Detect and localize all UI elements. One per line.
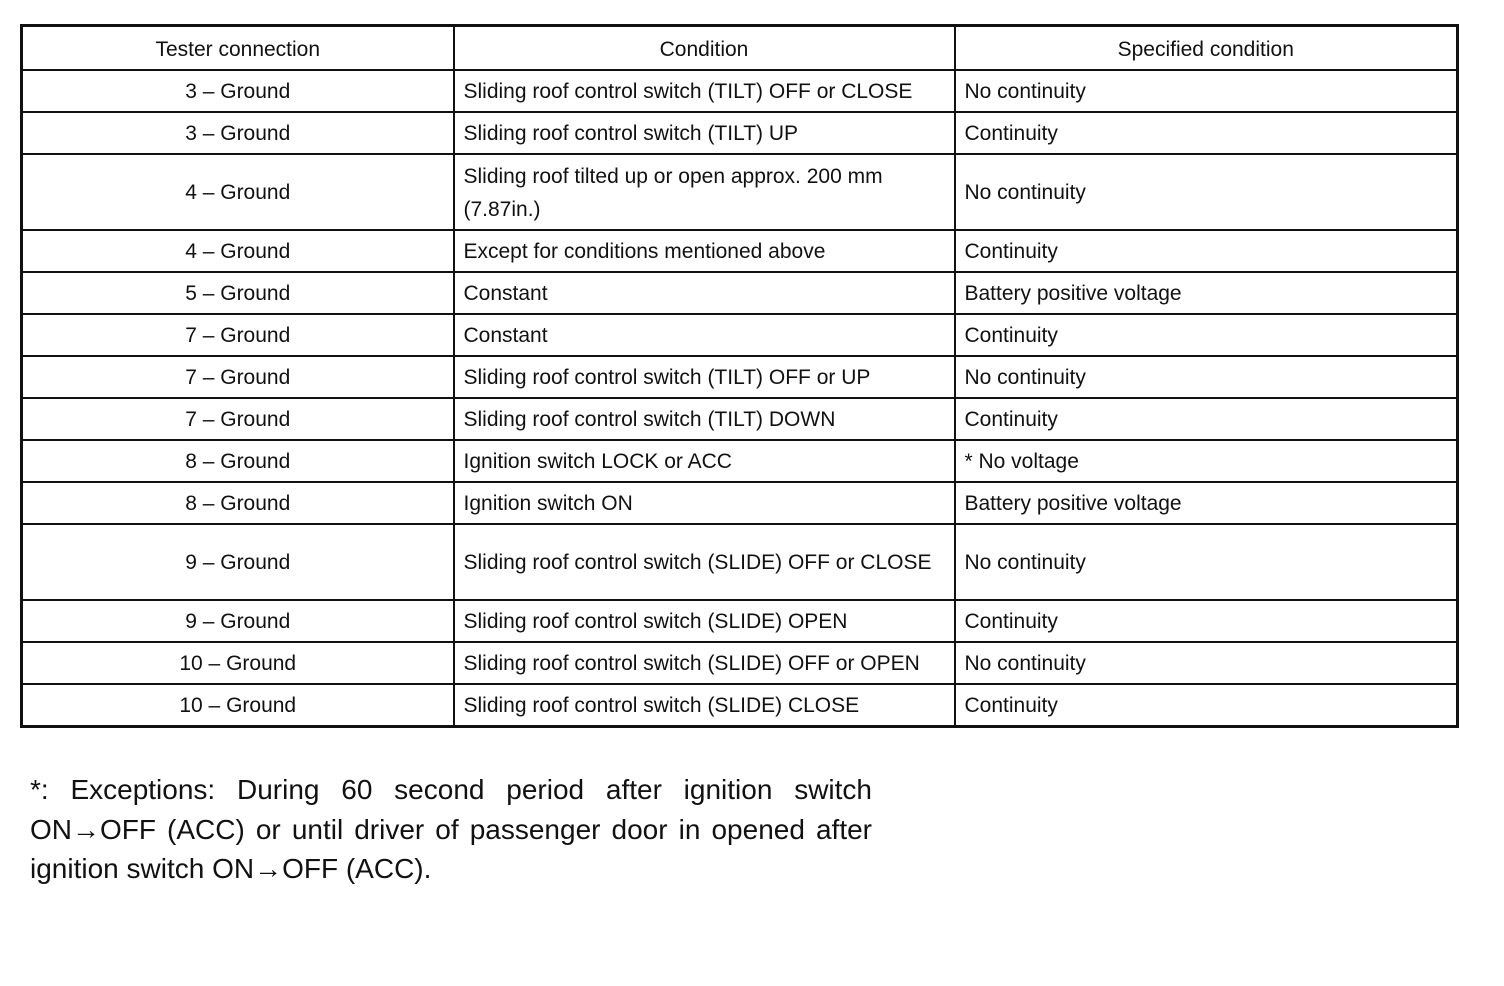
tester-connection-cell: 5 – Ground [22, 272, 454, 314]
table-row [22, 230, 1458, 272]
specified-condition-cell: * No voltage [955, 440, 1458, 482]
specified-condition-cell: Continuity [955, 600, 1458, 642]
tester-connection-cell: 7 – Ground [22, 398, 454, 440]
table-row [22, 684, 1458, 727]
specified-condition-cell: No continuity [955, 642, 1458, 684]
table-row [22, 524, 1458, 600]
spec-document [20, 24, 1456, 728]
condition-cell: Sliding roof control switch (TILT) OFF or CLOSE [454, 70, 955, 112]
condition-cell: Constant [454, 314, 955, 356]
condition-cell: Sliding roof control switch (TILT) DOWN [454, 398, 955, 440]
condition-cell: Sliding roof control switch (SLIDE) OFF or CLOSE [454, 524, 955, 600]
header-tester-connection: Tester connection [22, 26, 454, 71]
tester-connection-table [20, 24, 1459, 728]
tester-connection-cell: 9 – Ground [22, 524, 454, 600]
table-row [22, 398, 1458, 440]
condition-cell: Constant [454, 272, 955, 314]
specified-condition-cell: Battery positive voltage [955, 272, 1458, 314]
tester-connection-cell: 3 – Ground [22, 70, 454, 112]
specified-condition-cell: Battery positive voltage [955, 482, 1458, 524]
table-row [22, 356, 1458, 398]
specified-condition-cell: Continuity [955, 684, 1458, 727]
condition-cell: Sliding roof control switch (TILT) OFF or UP [454, 356, 955, 398]
table-row [22, 482, 1458, 524]
header-condition: Condition [454, 26, 955, 71]
specified-condition-cell: Continuity [955, 398, 1458, 440]
header-specified-condition: Specified condition [955, 26, 1458, 71]
tester-connection-cell: 3 – Ground [22, 112, 454, 154]
condition-cell: Except for conditions mentioned above [454, 230, 955, 272]
specified-condition-cell: No continuity [955, 356, 1458, 398]
tester-connection-cell: 4 – Ground [22, 230, 454, 272]
tester-connection-cell: 7 – Ground [22, 314, 454, 356]
tester-connection-cell: 10 – Ground [22, 684, 454, 727]
tester-connection-cell: 7 – Ground [22, 356, 454, 398]
table-row [22, 314, 1458, 356]
table-row [22, 272, 1458, 314]
condition-cell: Sliding roof control switch (SLIDE) CLOSE [454, 684, 955, 727]
table-row [22, 154, 1458, 230]
table-row [22, 440, 1458, 482]
tester-connection-cell: 4 – Ground [22, 154, 454, 230]
exceptions-footnote: *: Exceptions: During 60 second period after ignition switch ON→OFF (ACC) or until driver of passenger door in opened after ignition switch ON→OFF (ACC). [30, 774, 872, 884]
tester-connection-cell: 8 – Ground [22, 440, 454, 482]
tester-connection-cell: 9 – Ground [22, 600, 454, 642]
table-row [22, 70, 1458, 112]
specified-condition-cell: No continuity [955, 70, 1458, 112]
condition-cell: Ignition switch ON [454, 482, 955, 524]
condition-cell: Sliding roof control switch (SLIDE) OFF or OPEN [454, 642, 955, 684]
specified-condition-cell: No continuity [955, 524, 1458, 600]
condition-cell: Sliding roof control switch (SLIDE) OPEN [454, 600, 955, 642]
condition-cell: Ignition switch LOCK or ACC [454, 440, 955, 482]
table-header-row [22, 26, 1458, 71]
specified-condition-cell: Continuity [955, 112, 1458, 154]
specified-condition-cell: Continuity [955, 230, 1458, 272]
condition-cell: Sliding roof control switch (TILT) UP [454, 112, 955, 154]
table-row [22, 112, 1458, 154]
tester-connection-cell: 10 – Ground [22, 642, 454, 684]
specified-condition-cell: No continuity [955, 154, 1458, 230]
condition-cell: Sliding roof tilted up or open approx. 200 mm (7.87in.) [454, 154, 955, 230]
table-row [22, 642, 1458, 684]
table-row [22, 600, 1458, 642]
specified-condition-cell: Continuity [955, 314, 1458, 356]
tester-connection-cell: 8 – Ground [22, 482, 454, 524]
